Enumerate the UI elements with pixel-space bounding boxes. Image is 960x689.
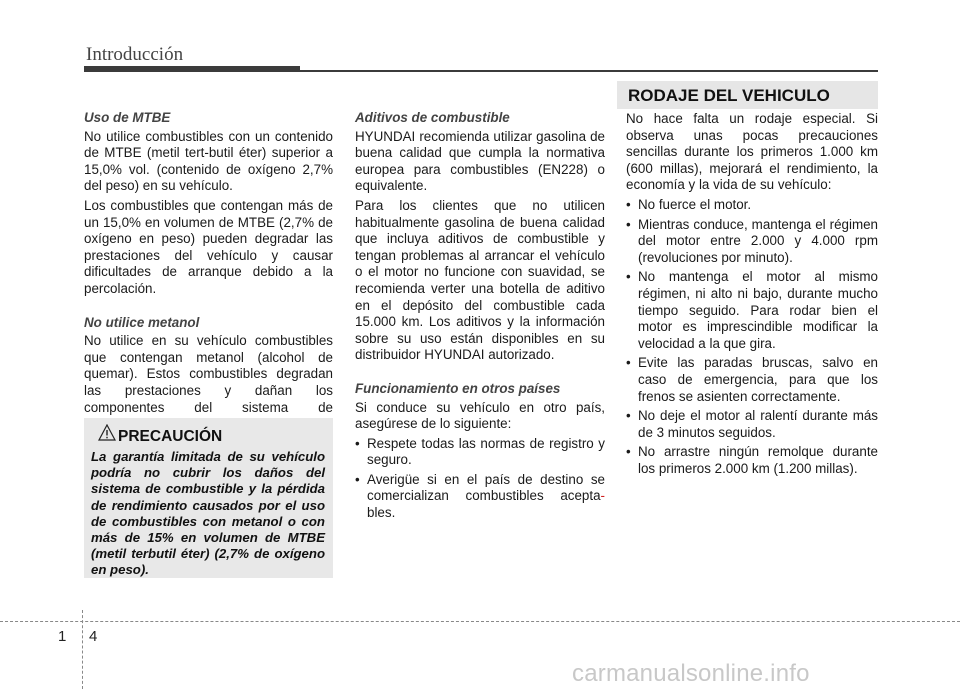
bullet-marker: •	[355, 471, 360, 487]
page-number: 4	[89, 628, 98, 645]
column-right	[626, 111, 878, 480]
spacer	[355, 367, 605, 381]
footer-divider-horizontal	[0, 621, 960, 622]
bullet-marker: •	[626, 355, 631, 371]
list-item	[355, 436, 605, 469]
bullet-marker: •	[626, 444, 631, 460]
rodaje-list	[626, 197, 878, 478]
warning-triangle-icon	[98, 424, 116, 441]
list-item	[626, 355, 878, 405]
section-header	[617, 81, 878, 109]
bullet-marker: •	[626, 196, 631, 212]
caution-text: La garantía limitada de su vehículo podría no cubrir los daños del sistema de combustible y la pérdida de rendimiento causados por el uso de combustibles con metanol o con más de 15% en volumen de MTBE (metil terbutil éter) (2,7% de oxígeno en peso).	[91, 449, 325, 578]
header-rule-thin	[300, 70, 878, 72]
list-item	[626, 197, 878, 214]
bullet-marker: •	[626, 216, 631, 232]
list-item-text: No deje el motor al ralentí durante más de 3 minutos seguidos.	[638, 408, 878, 440]
metanol-paragraph: No utilice en su vehículo combustibles que contengan metanol (alcohol de quemar). Estos combustibles degradan las prestaciones y dañan los componentes del sistema de	[84, 333, 333, 415]
header-rule-thick	[84, 66, 300, 72]
list-item	[626, 217, 878, 267]
otros-paises-paragraph: Si conduce su vehículo en otro país, asegúrese de lo siguiente:	[355, 399, 605, 432]
mtbe-heading: Uso de MTBE	[84, 110, 171, 125]
rodaje-intro: No hace falta un rodaje especial. Si observa unas pocas precauciones sencillas durante los primeros 1.000 km (600 millas), mejorará el rendimiento, la economía y la vida de su vehículo:	[626, 111, 878, 193]
mtbe-paragraph-2: Los combustibles que contengan más de un 15,0% en volumen de MTBE (2,7% de oxígeno en peso) pueden degradar las prestaciones del vehículo y causar dificultades de arranque debido a la percolación.	[84, 197, 333, 296]
list-item-text: No mantenga el motor al mismo régimen, ni alto ni bajo, durante mucho tiempo seguido. Para rodar bien el motor es imprescindible modificar la velocidad a la que gira.	[638, 269, 878, 351]
list-item	[355, 472, 605, 522]
bullet-marker: •	[355, 435, 360, 451]
list-item-text: Mientras conduce, mantenga el régimen del motor entre 2.000 y 4.000 rpm (revoluciones por minuto).	[638, 216, 878, 265]
metanol-heading: No utilice metanol	[84, 314, 200, 330]
watermark: carmanualsonline.info	[572, 660, 810, 687]
soft-hyphen: -	[600, 488, 605, 504]
caution-box	[84, 418, 333, 578]
section-title: RODAJE DEL VEHICULO	[628, 86, 830, 105]
bullet-marker: •	[626, 408, 631, 424]
list-item	[626, 408, 878, 441]
list-item-text-end: bles.	[367, 505, 396, 521]
spacer	[84, 301, 333, 315]
column-middle	[355, 110, 605, 525]
otros-paises-list	[355, 436, 605, 522]
list-item	[626, 269, 878, 352]
otros-paises-heading: Funcionamiento en otros países	[355, 380, 561, 396]
list-item-text: No fuerce el motor.	[638, 196, 752, 212]
mtbe-paragraph-1: No utilice combustibles con un contenido de MTBE (metil tert-butil éter) superior a 15,0% vol. (contenido de oxígeno 2,7% del peso) en su vehículo.	[84, 128, 333, 194]
column-left	[84, 110, 333, 436]
list-item-text: No arrastre ningún remolque durante los primeros 2.000 km (1.200 millas).	[638, 444, 878, 476]
aditivos-heading: Aditivos de combustible	[355, 110, 510, 125]
bullet-marker: •	[626, 269, 631, 285]
list-item	[626, 444, 878, 477]
caution-title: PRECAUCIÓN	[118, 428, 223, 445]
section-number: 1	[58, 628, 67, 645]
list-item-text: Averigüe si en el país de destino se comercializan combustibles acepta	[367, 471, 605, 504]
aditivos-paragraph-1: HYUNDAI recomienda utilizar gasolina de buena calidad que cumpla la normativa europea para combustibles (EN228) o equivalente.	[355, 128, 605, 194]
aditivos-paragraph-2: Para los clientes que no utilicen habitualmente gasolina de buena calidad que incluya aditivos de combustible y tengan problemas al arrancar el vehículo o el motor no funcione con suavidad, se recomienda verter una botella de aditivo en el depósito del combustible cada 15.000 km. Los aditivos y la información sobre su uso están disponibles en su distribuidor HYUNDAI autorizado.	[355, 197, 605, 363]
chapter-title: Introducción	[86, 44, 184, 65]
list-item-text: Respete todas las normas de registro y seguro.	[367, 435, 605, 468]
list-item-text: Evite las paradas bruscas, salvo en caso de emergencia, para que los frenos se asienten correctamente.	[638, 355, 878, 404]
